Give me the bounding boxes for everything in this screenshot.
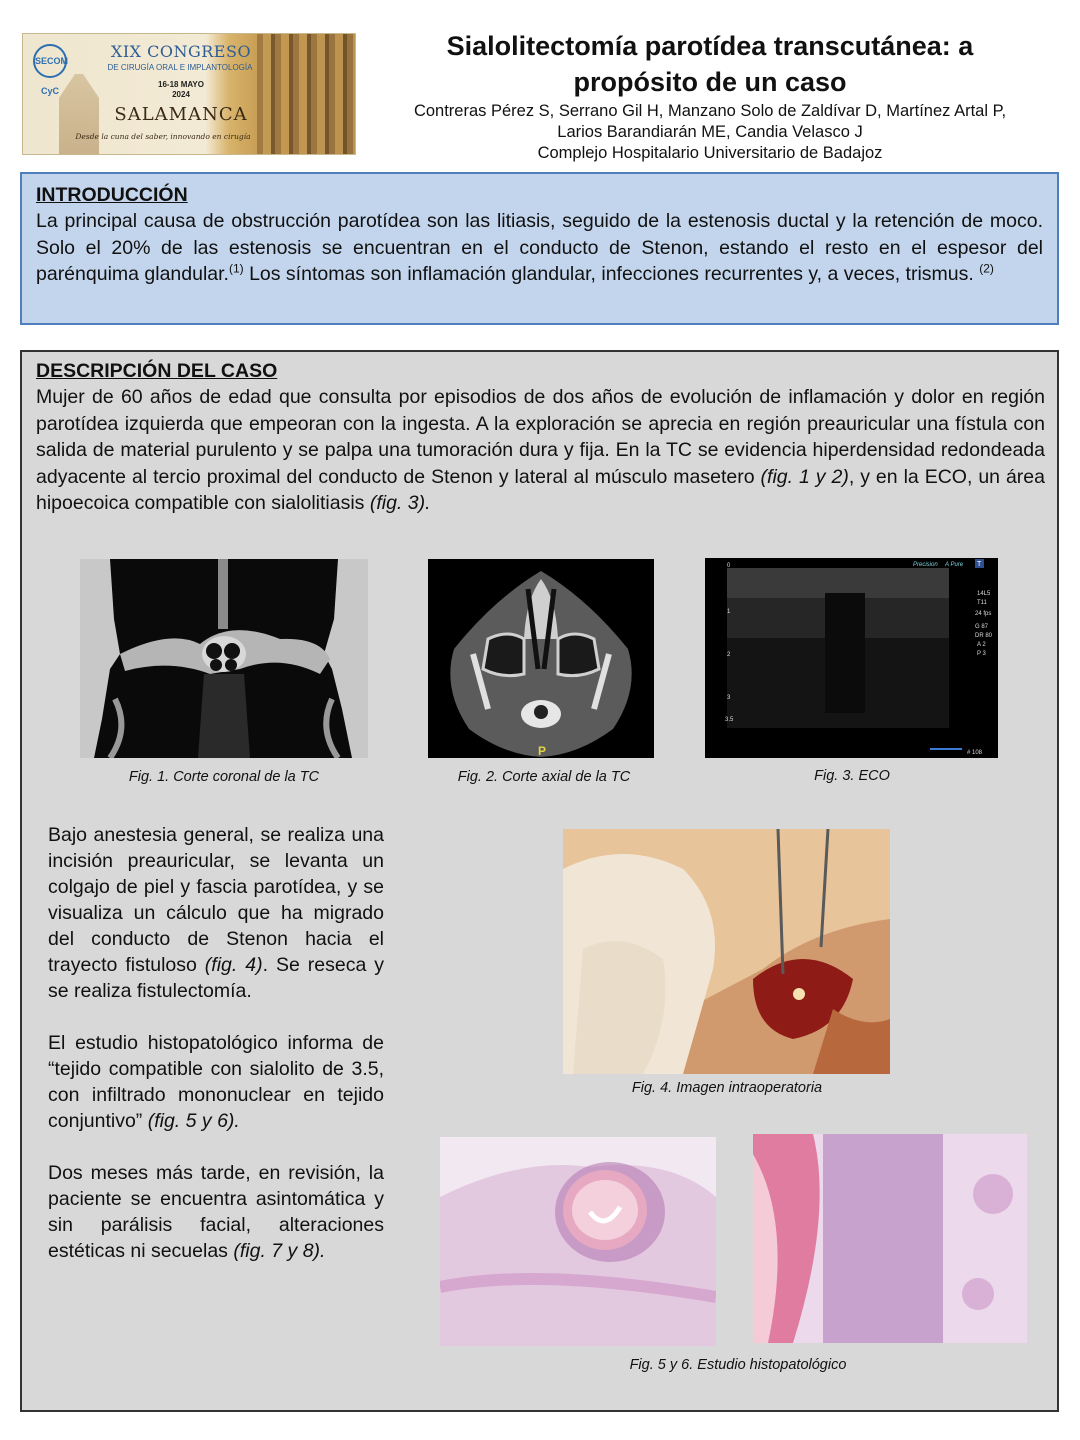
surgery-fig-ref: (fig. 4): [204, 954, 263, 976]
echo-param-dr: DR 80: [975, 633, 993, 639]
figure-5-histology: [440, 1137, 716, 1346]
echo-param-p: P 3: [977, 651, 986, 657]
intro-text-part-b: Los síntomas son inflamación glandular, infecciones recurrentes y, a veces, trismus.: [243, 263, 980, 285]
reference-1: (1): [228, 261, 244, 276]
histology-image-6: [753, 1134, 1027, 1343]
echo-param-probe: 14L5: [977, 591, 991, 597]
echo-depth-0: 0: [727, 563, 731, 569]
echo-depth-1: 1: [727, 609, 731, 615]
logo-dates: 16-18 MAYO: [158, 80, 204, 89]
figure-6-histology: [753, 1134, 1027, 1343]
case-text-part-a: Mujer de 60 años de edad que consulta por episodios de dos años de evolución de inflamación y dolor en región parotídea izquierda que empeoran con la ingesta. A la exploración se aprecia en región preauricular una fístula con salida de material purulento y se palpa una tumoración dura y fija. En la TC se evidencia hiperdensidad redondeada adyacente al tercio proximal del conducto de Stenon y lateral al músculo masetero: [36, 386, 1045, 488]
introduction-section: [20, 172, 1059, 325]
ct-posterior-marker: P: [538, 744, 547, 758]
introduction-heading: INTRODUCCIÓN: [36, 184, 188, 206]
ct-coronal-image: [80, 559, 368, 758]
echo-param-gain: G 87: [975, 624, 989, 630]
followup-fig-ref: (fig. 7 y 8).: [233, 1240, 326, 1262]
surgery-text-b: . Se reseca y se realiza fistulectomía.: [48, 954, 384, 1002]
authors-line-1: Contreras Pérez S, Serrano Gil H, Manzano Solo de Zaldívar D, Martínez Artal P,: [413, 102, 1007, 120]
secom-seal: SECOM CyC: [33, 44, 67, 78]
histology-paragraph: [48, 1030, 384, 1134]
case-header: [36, 358, 1045, 517]
echo-param-a: A 2: [977, 642, 986, 648]
echo-depth-3: 3: [727, 695, 731, 701]
histology-fig-ref: (fig. 5 y 6).: [147, 1110, 240, 1132]
case-procedure-text: [48, 822, 384, 1290]
echo-mode: A Pure: [945, 562, 964, 568]
logo-year: 2024: [172, 90, 190, 99]
congress-logo: [22, 33, 356, 155]
case-text-part-b: , y en la ECO, un área hipoecoica compatible con sialolitiasis: [36, 465, 1045, 514]
intraoperative-image: [563, 829, 890, 1074]
introduction-text: [36, 208, 1043, 288]
echo-depth-35: 3.5: [725, 717, 734, 723]
figure-3-caption: Fig. 3. ECO: [814, 768, 890, 784]
authors-line-2: Larios Barandiarán ME, Candia Velasco J: [557, 123, 863, 141]
title-line-2: propósito de un caso: [573, 67, 847, 97]
echo-depth-2: 2: [727, 652, 731, 658]
figure-5-6-caption: Fig. 5 y 6. Estudio histopatológico: [629, 1357, 847, 1373]
followup-paragraph: [48, 1160, 384, 1264]
case-text: [36, 384, 1045, 517]
case-fig-ref-1-2: (fig. 1 y 2): [760, 465, 849, 488]
echo-badge: T: [977, 561, 982, 568]
ultrasound-image: [705, 558, 998, 758]
figure-4-caption: Fig. 4. Imagen intraoperatoria: [631, 1080, 823, 1096]
figure-4-intraoperative-photo: [563, 829, 890, 1074]
echo-frame-counter: # 108: [967, 750, 983, 756]
histology-text: El estudio histopatológico informa de “tejido compatible con sialolito de 3.5, con infiltrado mononuclear en tejido conjuntivo”: [48, 1032, 384, 1132]
case-fig-ref-3: (fig. 3).: [369, 492, 431, 514]
ct-axial-image: [428, 559, 654, 758]
logo-motto: Desde la cuna del saber, innovando en cirugía: [75, 132, 251, 141]
case-description-section: [20, 350, 1059, 1412]
figure-1-ct-coronal: [80, 559, 368, 758]
intro-text-part-a: La principal causa de obstrucción parotídea son las litiasis, seguido de la estenosis ductal y la retención de moco. Solo el 20% de las estenosis se encuentran en el conducto de Stenon, estando el resto en el espesor del parénquima glandular.: [36, 210, 1043, 285]
followup-text: Dos meses más tarde, en revisión, la paciente se encuentra asintomática y sin parálisis facial, alteraciones estéticas ni secuelas: [48, 1162, 384, 1262]
echo-brand: Precision: [913, 562, 938, 568]
figure-2-caption: Fig. 2. Corte axial de la TC: [457, 769, 631, 785]
echo-param-t: T11: [977, 600, 987, 606]
title-line-1: Sialolitectomía parotídea transcutánea: a: [446, 31, 974, 61]
affiliation: Complejo Hospitalario Universitario de Badajoz: [537, 144, 883, 162]
logo-city: SALAMANCA: [114, 104, 248, 125]
figure-3-ultrasound: [705, 558, 998, 758]
logo-congress-subject: DE CIRUGÍA ORAL E IMPLANTOLOGÍA: [107, 63, 253, 72]
authors-block: [360, 101, 1060, 164]
logo-congress-number: XIX CONGRESO: [110, 42, 252, 61]
poster-title: [360, 28, 1060, 100]
histology-image-5: [440, 1137, 716, 1346]
case-heading: DESCRIPCIÓN DEL CASO: [36, 360, 278, 382]
surgery-paragraph: [48, 822, 384, 1004]
echo-param-fps: 24 fps: [975, 611, 992, 617]
figure-1-caption: Fig. 1. Corte coronal de la TC: [128, 769, 320, 785]
reference-2: (2): [979, 261, 994, 276]
surgery-text-a: Bajo anestesia general, se realiza una incisión preauricular, se levanta un colgajo de piel y fascia parotídea, y se visualiza un cálculo que ha migrado del conducto de Stenon hacia el trayecto fistuloso: [48, 824, 384, 976]
figure-2-ct-axial: [428, 559, 654, 758]
